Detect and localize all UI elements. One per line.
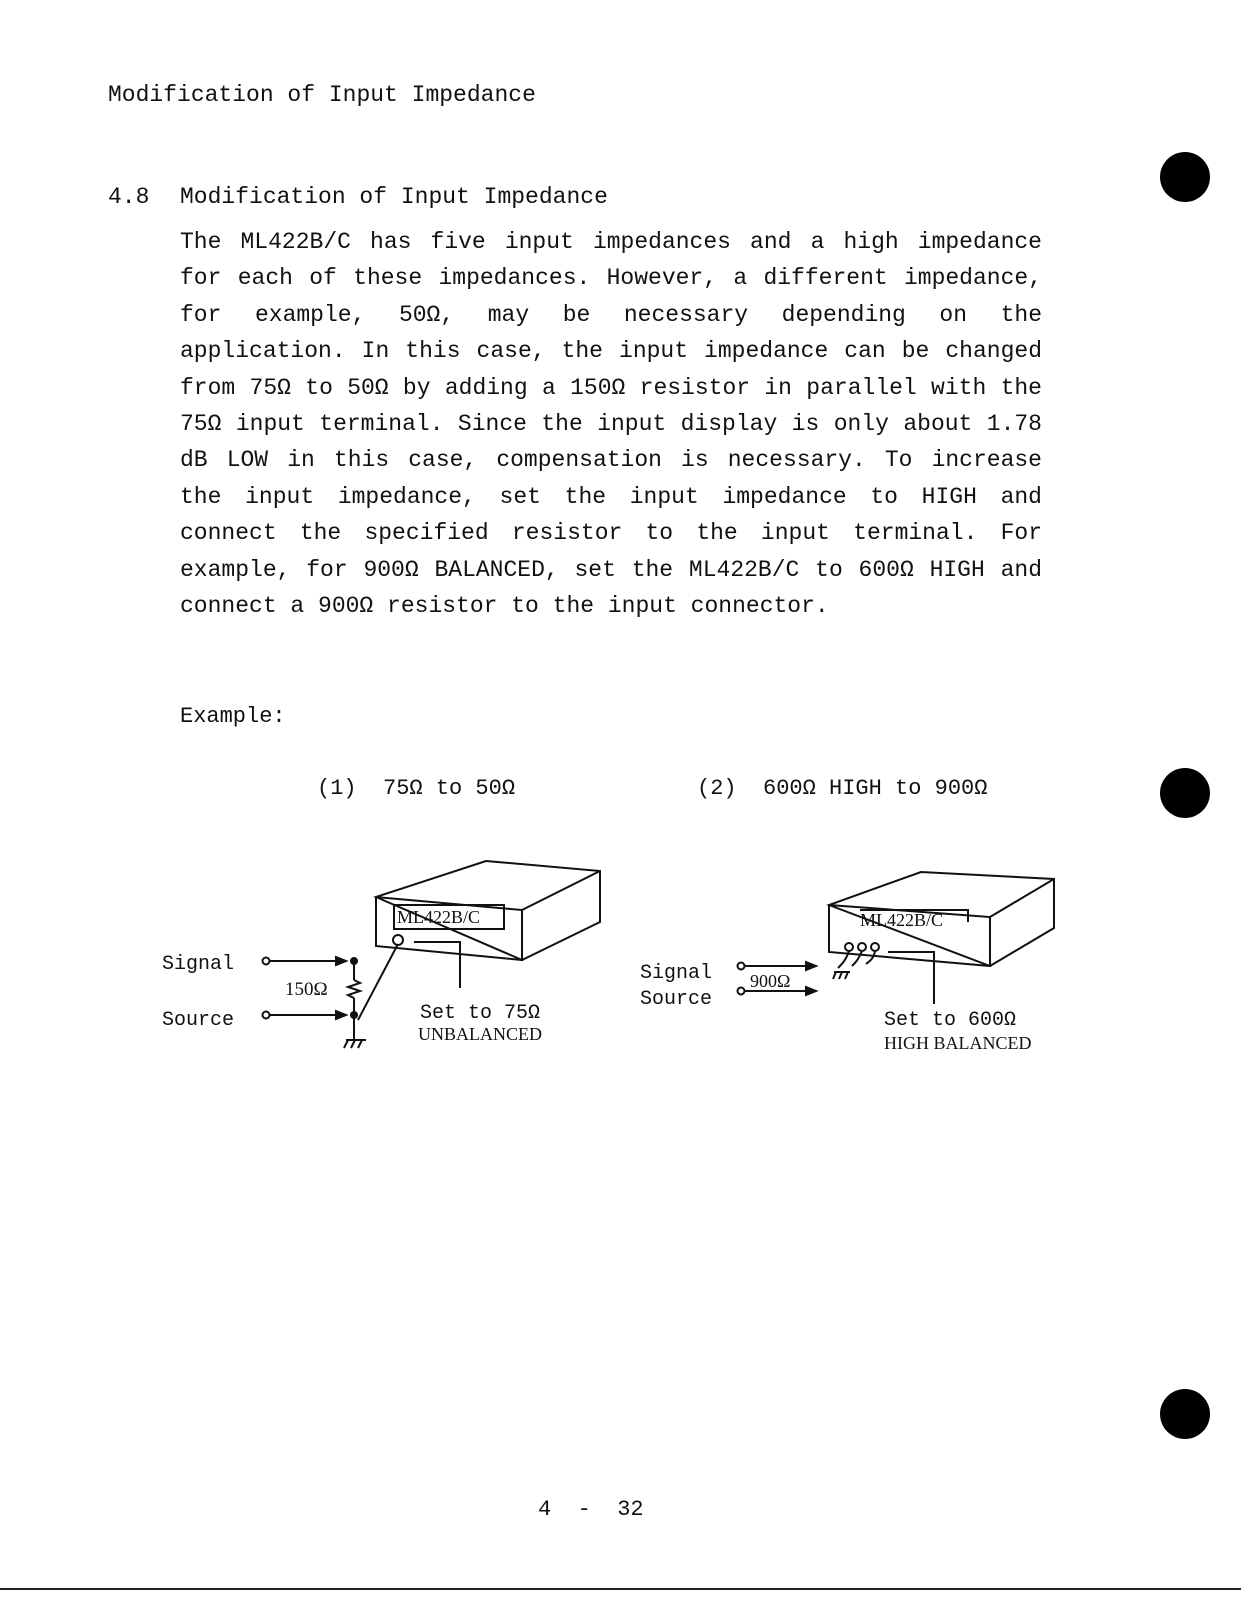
- diagram1-resistor-label: 150Ω: [285, 979, 328, 1000]
- diagram1-signal-label: Signal: [162, 953, 235, 976]
- diagram1-setting-line1: Set to 75Ω: [420, 1002, 541, 1025]
- diagram2-device-label: ML422B/C: [860, 910, 944, 930]
- diagram1-device-label: ML422B/C: [397, 907, 481, 927]
- section-body: The ML422B/C has five input impedances and a high impedance for each of these impedances. However, a different impedance, for example, 50Ω, may be necessary depending on the application. In this case, the input impedance can be changed from 75Ω to 50Ω by adding a 150Ω resistor in parallel with the 75Ω input terminal. Since the input display is only about 1.78 dB LOW in this case, compensation is necessary. To increase the input impedance, set the input impedance to HIGH and connect the specified resistor to the input terminal. For example, for 900Ω BALANCED, set the ML422B/C to 600Ω HIGH and connect a 900Ω resistor to the input connector.: [180, 229, 1042, 620]
- diagram2-setting-line1: Set to 600Ω: [884, 1009, 1017, 1032]
- diagram2-source-label: Source: [640, 988, 713, 1011]
- bottom-edge-line: [0, 1588, 1241, 1590]
- diagram1-source-label: Source: [162, 1009, 235, 1032]
- section-number: 4.8: [108, 184, 150, 210]
- running-head: Modification of Input Impedance: [108, 82, 536, 108]
- diagram1-setting-line2: UNBALANCED: [418, 1024, 542, 1044]
- diagram2-signal-label: Signal: [640, 962, 713, 985]
- binder-hole-middle: [1160, 768, 1210, 818]
- section-title: Modification of Input Impedance: [180, 184, 608, 210]
- diagram1-caption: (1) 75Ω to 50Ω: [317, 776, 516, 801]
- binder-hole-bottom: [1160, 1389, 1210, 1439]
- diagram2-setting-line2: HIGH BALANCED: [884, 1033, 1032, 1053]
- diagram2-caption: (2) 600Ω HIGH to 900Ω: [697, 776, 988, 801]
- example-label: Example:: [180, 704, 286, 729]
- page-number: 4 - 32: [538, 1497, 644, 1522]
- binder-hole-top: [1160, 152, 1210, 202]
- diagram2-resistor-label: 900Ω: [750, 971, 791, 991]
